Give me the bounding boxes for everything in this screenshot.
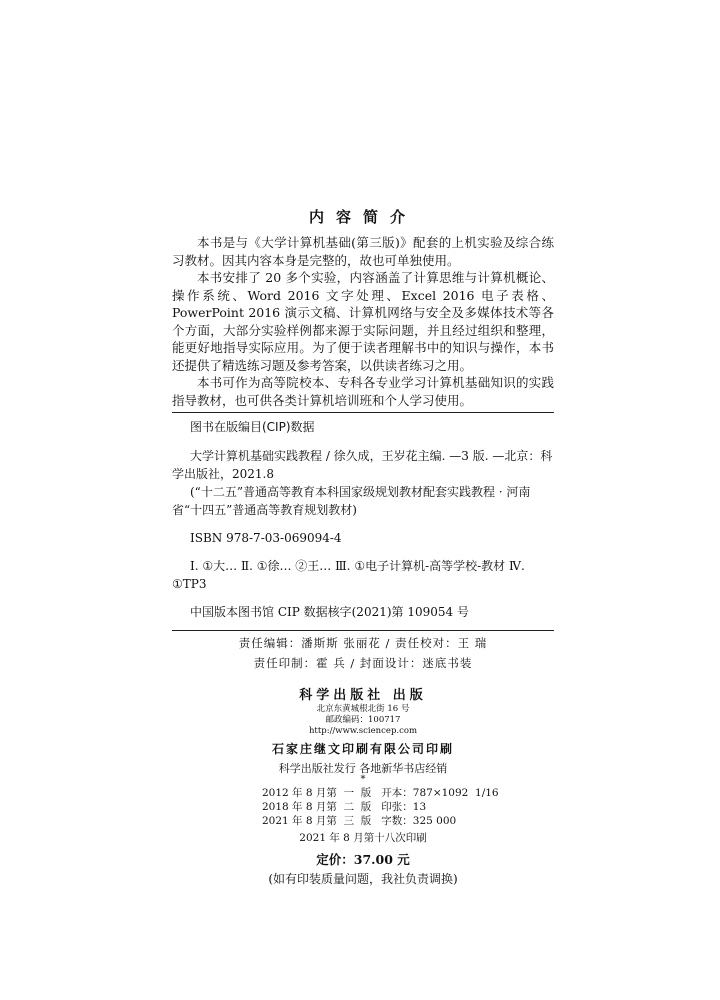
cip-record-line: 大学计算机基础实践教程 / 徐久成，王岁花主编. —3 版. —北京：科学出版社，2021.8	[172, 449, 553, 481]
intro-title: 内容简介	[308, 208, 417, 226]
cip-isbn: ISBN 978-7-03-069094-4	[190, 531, 342, 545]
quality-notice: (如有印装质量问题，我社负责调换)	[268, 872, 458, 886]
credits-production: 责任印制：霍 兵 / 封面设计：迷底书装	[253, 656, 473, 670]
cip-classification: Ⅰ. ①大… Ⅱ. ①徐… ②王… Ⅲ. ①电子计算机-高等学校-教材 Ⅳ. ①TP3	[172, 559, 525, 591]
publisher-name: 科学出版社 出版	[299, 688, 427, 703]
intro-paragraph: 本书可作为高等院校本、专科各专业学习计算机基础知识的实践指导教材，也可供各类计算机培训班和个人学习使用。	[172, 375, 554, 408]
credits-editors: 责任编辑：潘斯斯 张丽花 / 责任校对：王 瑞	[238, 636, 488, 650]
cip-verification: 中国版本图书馆 CIP 数据核字(2021)第 109054 号	[190, 605, 469, 619]
publisher-address: 北京东黄城根北街 16 号	[316, 704, 410, 714]
printer-name: 石家庄继文印刷有限公司印刷	[271, 742, 454, 756]
intro-body	[172, 234, 554, 409]
publisher-website: http://www.sciencep.com	[308, 726, 418, 736]
publisher-postcode: 邮政编码：100717	[325, 715, 401, 725]
cip-series-line: (“十二五”普通高等教育本科国家级规划教材配套实践教程 · 河南省“十四五”普通高等教育规划教材)	[172, 485, 531, 517]
cip-heading: 图书在版编目(CIP)数据	[190, 420, 315, 434]
cip-record	[172, 447, 554, 621]
intro-paragraph: 本书安排了 20 多个实验，内容涵盖了计算思维与计算机概论、操作系统、Word 2016 文字处理、Excel 2016 电子表格、PowerPoint 2016 演示文稿、计算机网络与安全及多媒体技术等各个方面，大部分实验样例都来源于实际问题，并且经过组织和整理，能更好地指导实际应用。为了便于读者理解书中的知识与操作，本书还提供了精选练习题及参考答案，以供读者练习之用。	[172, 270, 554, 373]
edition-line: 2021 年 8 月第 三 版 字数：325 000	[262, 815, 457, 827]
divider-bottom	[172, 630, 554, 631]
edition-line: 2012 年 8 月第 一 版 开本：787×1092 1/16	[262, 787, 499, 799]
divider-top	[172, 412, 554, 413]
print-run: 2021 年 8 月第十八次印刷	[299, 832, 427, 844]
separator-star: *	[360, 774, 366, 785]
edition-line: 2018 年 8 月第 二 版 印张：13	[262, 801, 427, 813]
intro-paragraph: 本书是与《大学计算机基础(第三版)》配套的上机实验及综合练习教材。因其内容本身是完整的，故也可单独使用。	[172, 235, 554, 268]
price: 定价：37.00 元	[316, 852, 410, 867]
distribution-line: 科学出版社发行 各地新华书店经销	[278, 762, 448, 775]
